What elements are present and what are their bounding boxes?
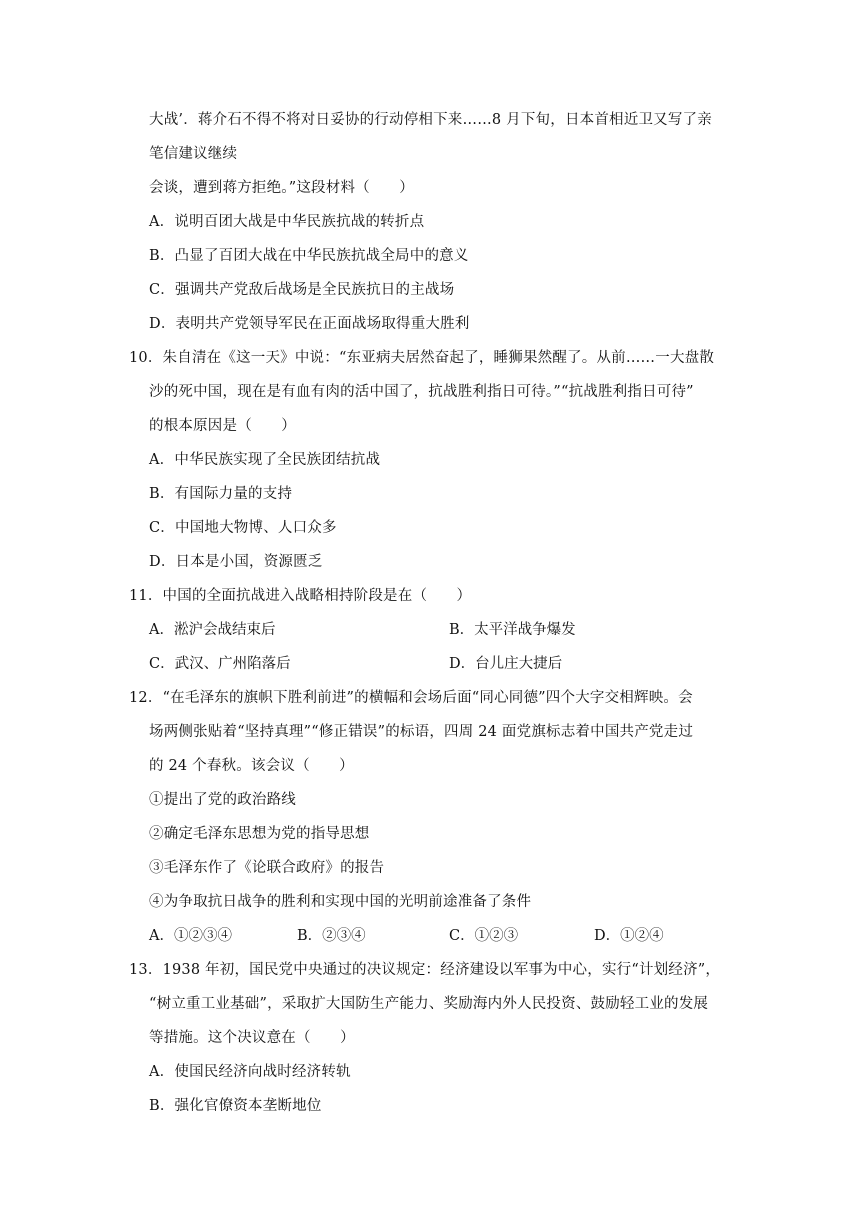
q10-stem-line-1: 10．朱自清在《这一天》中说：“东亚病夫居然奋起了，睡狮果然醒了。从前……一大盘散 [129,350,715,366]
q9-stem-continuation-line-2: 笔信建议继续 [149,146,238,162]
q13-stem-line-3: 等措施。这个决议意在（ ） [149,1030,355,1046]
q12-stem-line-1: 12．“在毛泽东的旗帜下胜利前进”的横幅和会场后面“同心同德”四个大字交相辉映。会 [129,690,693,706]
q12-item-1: ①提出了党的政治路线 [149,792,296,808]
q9-option-d: D．表明共产党领导军民在正面战场取得重大胜利 [149,316,470,332]
q9-option-c: C．强调共产党敌后战场是全民族抗日的主战场 [149,282,455,298]
q10-stem-line-3: 的根本原因是（ ） [149,418,296,434]
q10-option-b: B．有国际力量的支持 [149,486,293,502]
q11-option-d: D．台儿庄大捷后 [449,656,563,672]
q12-item-3: ③毛泽东作了《论联合政府》的报告 [149,860,385,876]
q12-option-b: B．②③④ [297,928,366,944]
q11-option-b: B．太平洋战争爆发 [449,622,576,638]
q13-option-b: B．强化官僚资本垄断地位 [149,1098,322,1114]
q9-option-b: B．凸显了百团大战在中华民族抗战全局中的意义 [149,248,469,264]
q11-stem-line-1: 11．中国的全面抗战进入战略相持阶段是在（ ） [129,588,472,604]
q11-option-c: C．武汉、广州陷落后 [149,656,291,672]
q13-stem-line-2: “树立重工业基础”，采取扩大国防生产能力、奖励海内外人民投资、鼓励轻工业的发展 [149,996,709,1012]
q12-option-c: C．①②③ [449,928,519,944]
q9-option-a: A．说明百团大战是中华民族抗战的转折点 [149,214,425,230]
q12-option-d: D．①②④ [594,928,664,944]
q13-option-a: A．使国民经济向战时经济转轨 [149,1064,351,1080]
q10-option-c: C．中国地大物博、人口众多 [149,520,337,536]
q12-item-4: ④为争取抗日战争的胜利和实现中国的光明前途准备了条件 [149,894,532,910]
q13-stem-line-1: 13．1938 年初，国民党中央通过的决议规定：经济建设以军事为中心，实行“计划经济”， [129,962,721,978]
q9-stem-continuation-line-3: 会谈，遭到蒋方拒绝。”这段材料（ ） [149,180,414,196]
q11-option-a: A．淞沪会战结束后 [149,622,276,638]
q12-option-a: A．①②③④ [149,928,232,944]
q12-item-2: ②确定毛泽东思想为党的指导思想 [149,826,370,842]
q12-stem-line-2: 场两侧张贴着“坚持真理”“修正错误”的标语，四周 24 面党旗标志着中国共产党走过 [149,724,694,740]
q12-stem-line-3: 的 24 个春秋。该会议（ ） [149,758,354,774]
q9-stem-continuation-line-1: 大战’．蒋介石不得不将对日妥协的行动停相下来……8 月下旬，日本首相近卫又写了亲 [149,112,712,128]
q10-option-d: D．日本是小国，资源匮乏 [149,554,323,570]
q10-option-a: A．中华民族实现了全民族团结抗战 [149,452,381,468]
q10-stem-line-2: 沙的死中国，现在是有血有肉的活中国了，抗战胜利指日可待。”“抗战胜利指日可待” [149,384,694,400]
